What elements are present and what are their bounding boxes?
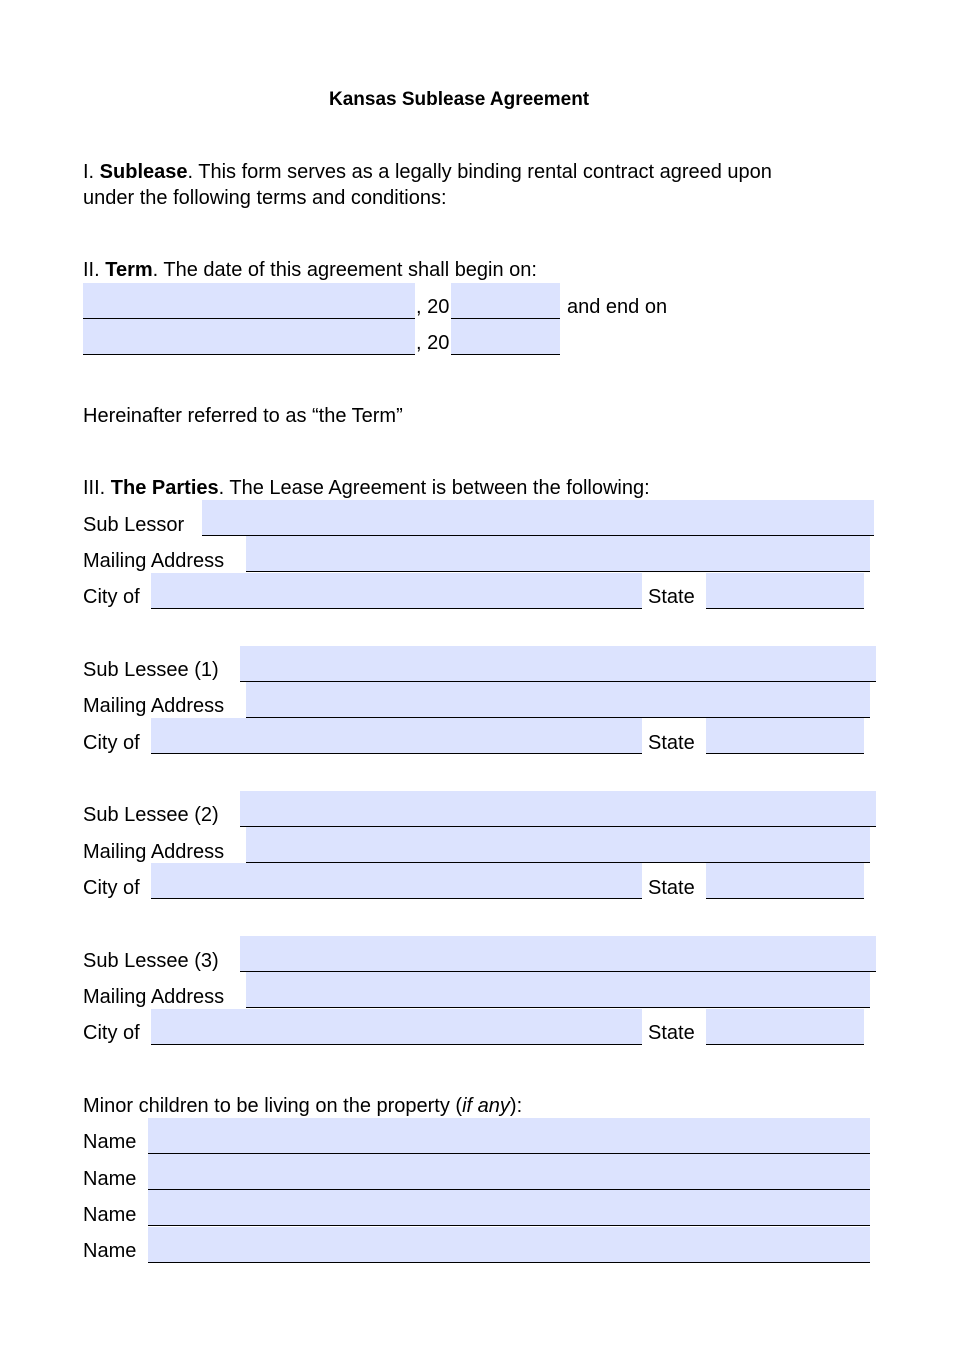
minor-name-field-4[interactable] [148,1227,870,1263]
parties-paragraph [83,475,650,501]
minor-name-label-1: Name [83,1131,137,1153]
term-paragraph [83,257,537,283]
parties-text: . The Lease Agreement is between the following: [218,477,650,499]
sub-lessee-3-mailing-label: Mailing Address [83,986,225,1008]
and-end-on-label: and end on [567,296,668,318]
parties-heading: The Parties [110,477,219,499]
sub-lessor-mailing-field[interactable] [246,536,870,572]
minor-name-field-1[interactable] [148,1118,870,1154]
document-title: Kansas Sublease Agreement [329,89,590,110]
sub-lessee-2-mailing-label: Mailing Address [83,841,225,863]
sub-lessor-state-label: State [648,586,695,608]
sub-lessee-3-city-label: City of [83,1022,140,1044]
start-year-field[interactable] [451,283,560,319]
minor-children-text: Minor children to be living on the property ( [83,1095,463,1117]
term-prefix: II. [83,259,106,281]
parties-prefix: III. [83,477,111,499]
sub-lessee-3-field[interactable] [240,936,876,972]
sublease-paragraph-line1 [83,159,772,185]
sub-lessee-3-city-field[interactable] [151,1009,642,1045]
sublease-text-line2: under the following terms and conditions: [83,187,447,209]
sub-lessee-2-field[interactable] [240,791,876,827]
minor-children-text-end: ): [509,1095,523,1117]
hereinafter-text: Hereinafter referred to as “the Term” [83,405,403,427]
sub-lessee-2-city-label: City of [83,877,140,899]
sub-lessor-mailing-label: Mailing Address [83,550,225,572]
sublease-text-line1: . This form serves as a legally binding rental contract agreed upon [187,161,772,183]
sub-lessee-2-state-label: State [648,877,695,899]
sub-lessor-label: Sub Lessor [83,514,185,536]
minor-children-if-any: if any [462,1095,510,1117]
sub-lessee-1-field[interactable] [240,646,876,682]
sub-lessee-2-city-field[interactable] [151,863,642,899]
sub-lessee-1-city-label: City of [83,732,140,754]
sub-lessee-3-state-field[interactable] [706,1009,864,1045]
start-date-field[interactable] [83,283,415,319]
minor-name-label-4: Name [83,1240,137,1262]
start-year-prefix: , 20 [416,296,450,318]
sub-lessee-1-mailing-field[interactable] [246,682,870,718]
sub-lessee-3-mailing-field[interactable] [246,972,870,1008]
sub-lessee-2-mailing-field[interactable] [246,827,870,863]
sub-lessor-field[interactable] [202,500,874,536]
sub-lessee-1-state-field[interactable] [706,718,864,754]
sublease-heading: Sublease [99,161,188,183]
minor-name-field-2[interactable] [148,1154,870,1190]
term-text: . The date of this agreement shall begin on: [152,259,537,281]
sub-lessee-2-label: Sub Lessee (2) [83,804,219,826]
term-heading: Term [105,259,153,281]
end-year-field[interactable] [451,319,560,355]
sub-lessor-city-field[interactable] [151,573,642,609]
sub-lessee-2-state-field[interactable] [706,863,864,899]
sublease-prefix: I. [83,161,100,183]
minor-name-field-3[interactable] [148,1190,870,1226]
sub-lessee-1-label: Sub Lessee (1) [83,659,219,681]
sub-lessee-3-state-label: State [648,1022,695,1044]
sub-lessee-1-mailing-label: Mailing Address [83,695,225,717]
sub-lessor-state-field[interactable] [706,573,864,609]
minor-name-label-3: Name [83,1204,137,1226]
sub-lessee-1-state-label: State [648,732,695,754]
end-date-field[interactable] [83,319,415,355]
end-year-prefix: , 20 [416,332,450,354]
sub-lessee-3-label: Sub Lessee (3) [83,950,219,972]
sub-lessor-city-label: City of [83,586,140,608]
minor-children-heading [83,1093,522,1119]
sub-lessee-1-city-field[interactable] [151,718,642,754]
minor-name-label-2: Name [83,1168,137,1190]
